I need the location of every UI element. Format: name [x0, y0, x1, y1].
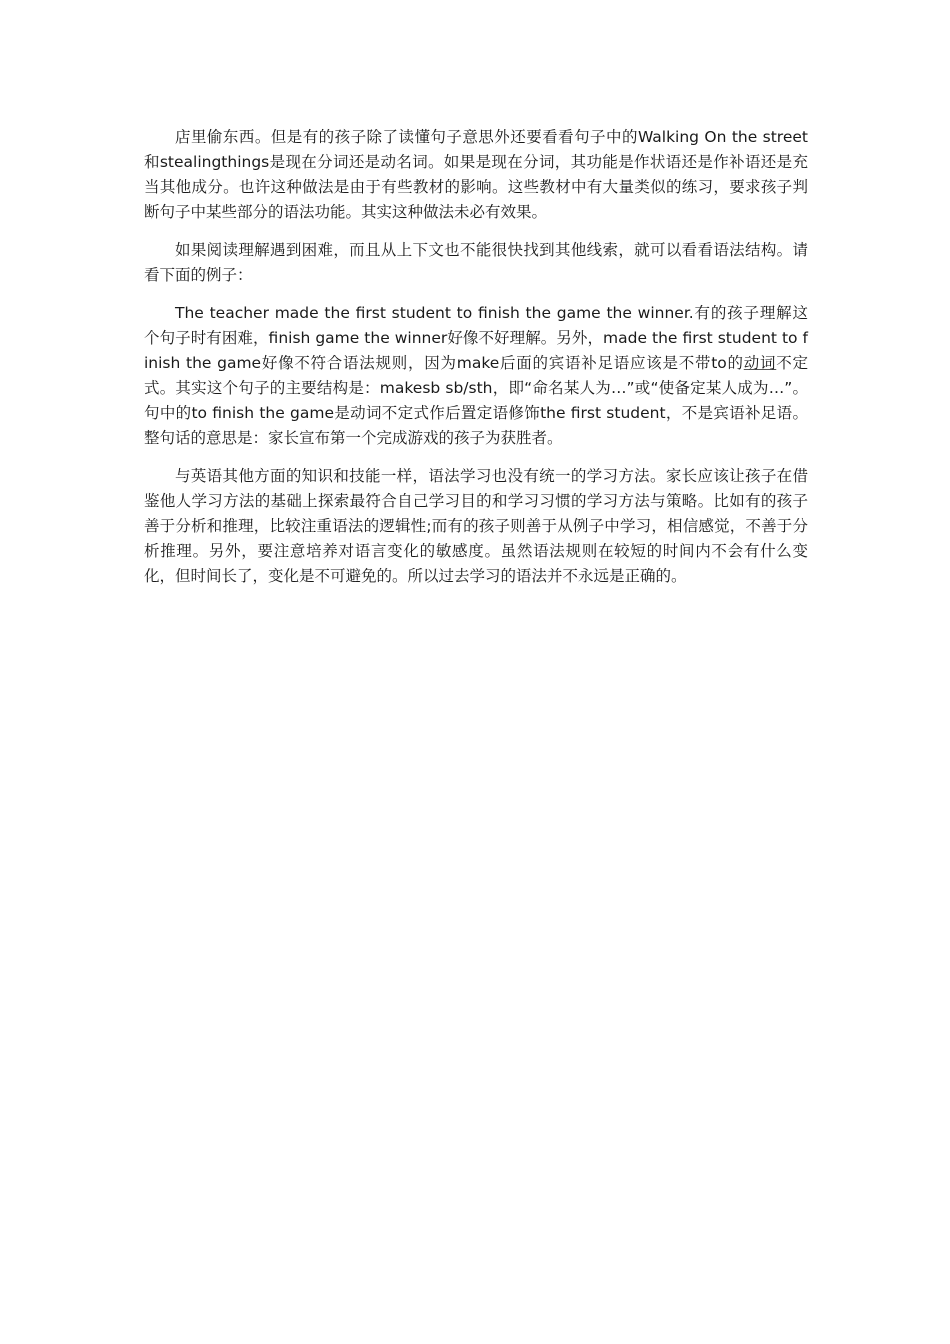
paragraph-1: 店里偷东西。但是有的孩子除了读懂句子意思外还要看看句子中的Walking On the street和stealingthings是现在分词还是动名词。如果是现在分词，其功能是作状语还是作补语还是充当其他成分。也许这种做法是由于有些教材的影响。这些教材中有大量类似的练习，要求孩子判断句子中某些部分的语法功能。其实这种做法未必有效果。	[144, 128, 808, 221]
paragraph-3	[144, 301, 808, 451]
document-body	[144, 125, 808, 602]
paragraph-2: 如果阅读理解遇到困难，而且从上下文也不能很快找到其他线索，就可以看看语法结构。请看下面的例子：	[144, 241, 808, 284]
paragraph-3-text-after-link: 不定式。其实这个句子的主要结构是：makesb sb/sth，即“命名某人为…”或“使备定某人成为…”。句中的to finish the game是动词不定式作后置定语修饰the first student，不是宾语补足语。整句话的意思是：家长宣布第一个完成游戏的孩子为获胜者。	[144, 354, 808, 447]
paragraph-3-text-before-link: The teacher made the first student to finish the game the winner.有的孩子理解这个句子时有困难，finish game the winner好像不好理解。另外，made the first student to finish the game好像不符合语法规则，因为make后面的宾语补足语应该是不带to的	[144, 304, 808, 372]
paragraph-4: 与英语其他方面的知识和技能一样，语法学习也没有统一的学习方法。家长应该让孩子在借鉴他人学习方法的基础上探索最符合自己学习目的和学习习惯的学习方法与策略。比如有的孩子善于分析和推理，比较注重语法的逻辑性;而有的孩子则善于从例子中学习，相信感觉，不善于分析推理。另外，要注意培养对语言变化的敏感度。虽然语法规则在较短的时间内不会有什么变化，但时间长了，变化是不可避免的。所以过去学习的语法并不永远是正确的。	[144, 467, 808, 585]
verb-link[interactable]: 动词	[743, 354, 777, 372]
